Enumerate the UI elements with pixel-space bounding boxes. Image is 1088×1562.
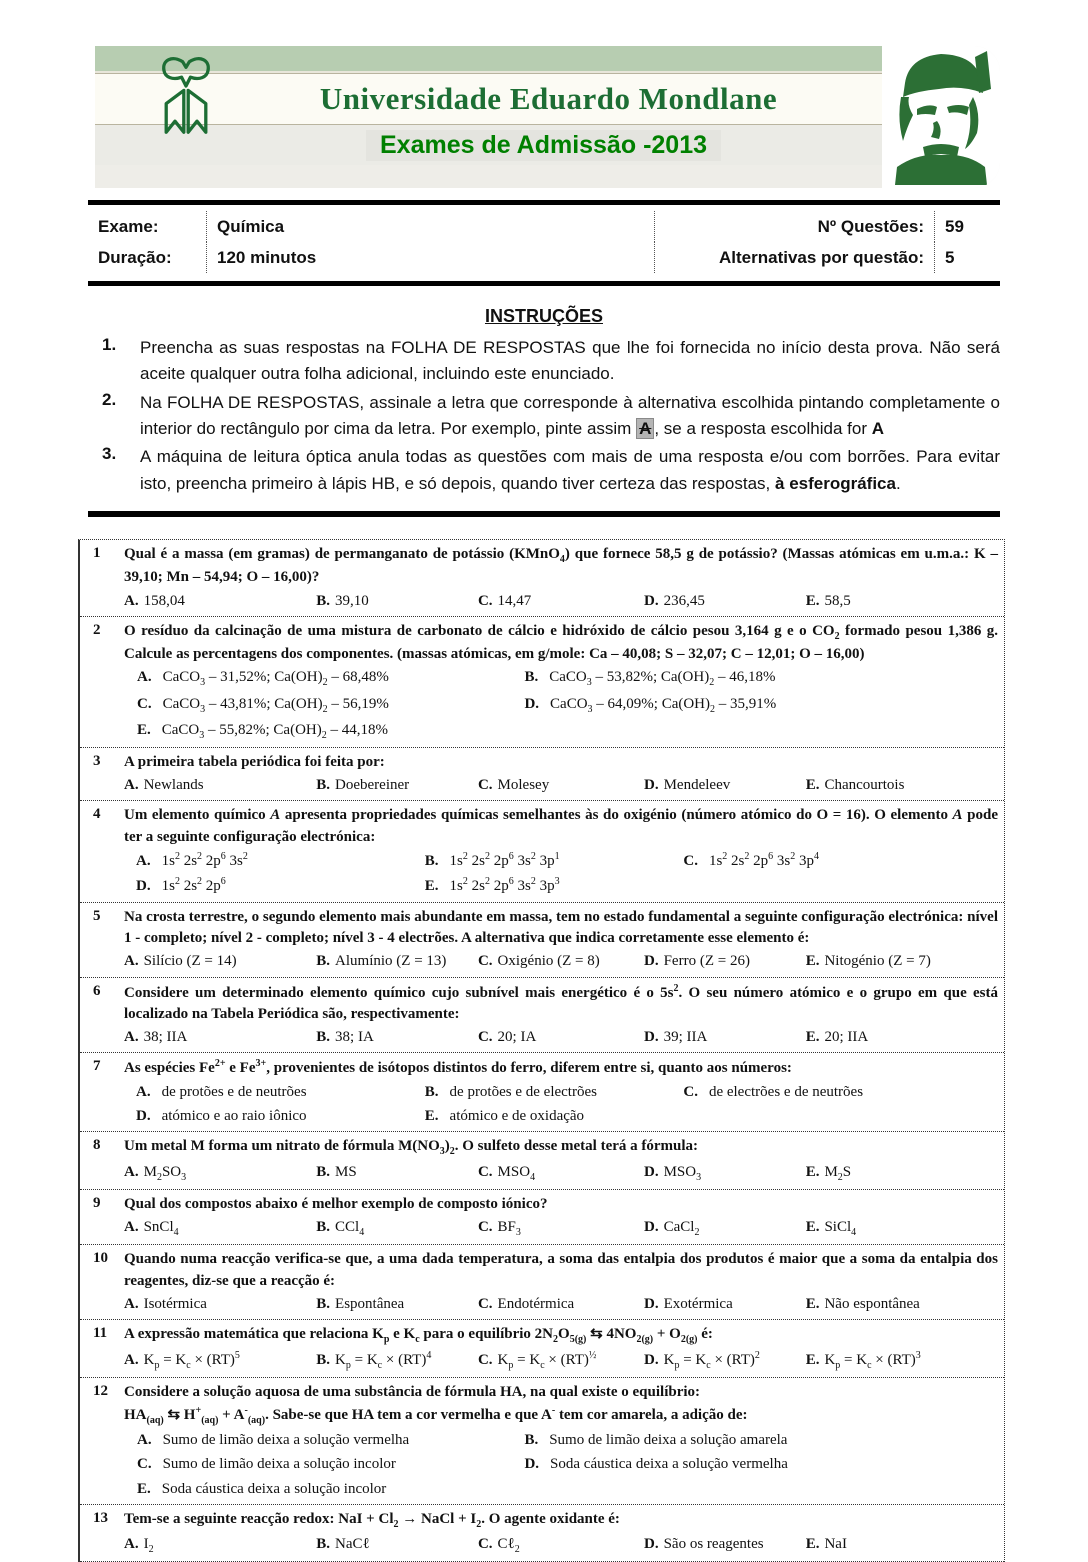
option-text: $MSO_4$ [497, 1163, 536, 1183]
option-text: CaCO$_3$ – 43,81%; $Ca(OH)_2 - 56,19\%$ [162, 695, 389, 715]
question-number: 2 [93, 621, 101, 638]
option-label: D. [644, 1163, 659, 1180]
question-number: 5 [93, 907, 101, 924]
option-label: E. [805, 777, 820, 794]
question-row [80, 1190, 1004, 1245]
option-label: C. [137, 695, 152, 712]
exam-info-table [88, 200, 1000, 286]
option-text: CaCO$_3$ – 64,09%; $Ca(OH)_2 - 35,91\%$ [550, 695, 777, 715]
option-label: E. [805, 1163, 820, 1180]
option-label: E. [424, 1108, 439, 1125]
option-d [524, 1454, 998, 1475]
option-d [644, 1217, 806, 1240]
option-d [524, 694, 998, 717]
option-text: atómico e de oxidação [449, 1108, 585, 1125]
option-text: CCl$_4$ [335, 1219, 365, 1239]
question-options [124, 1294, 998, 1315]
option-e [425, 875, 684, 897]
option-text: 39; IIA [663, 1029, 708, 1046]
question-body [124, 805, 998, 897]
question-text: O resíduo da calcinação de uma mistura de carbonato de cálcio e hidróxido de cálcio pesou 3,164 g e o $CO_2$ formado pesou 1,386 g. Calcule as percentagens dos componentes. (massas atómicas, em g/mole: Ca – 40,08; S – 32,07; C – 12,01; O – 16,00) [124, 622, 999, 663]
question-options [124, 591, 998, 612]
option-label: A. [124, 1352, 139, 1369]
option-a [124, 1294, 316, 1315]
option-b [316, 1217, 478, 1240]
duration-label: Duração: [98, 247, 172, 267]
option-label: A. [124, 1163, 139, 1180]
option-a [124, 951, 316, 972]
option-text: $1s^2$ $2s^2$ $2p^6$ $3s^2$ $3p^1$ [449, 851, 560, 870]
option-d [644, 1534, 806, 1557]
option-label: B. [316, 1295, 331, 1312]
instruction-text: A máquina de leitura óptica anula todas as questões com mais de uma resposta e/ou com borrões. Para evitar isto, preencha primeiro à lápis HB, e só depois, quando tiver certeza das respostas, à esferográfica. [140, 447, 1000, 493]
option-text: Endotérmica [497, 1295, 575, 1312]
option-a [137, 667, 524, 690]
exam-series-title: Exames de Admissão -2013 [366, 130, 721, 161]
question-text: Considere um determinado elemento químico cujo subnível mais energético é o $5s^2$. O seu número atómico e o grupo em que está localizado na Tabela Periódica são, respectivamente: [124, 982, 998, 1022]
option-label: C. [477, 1029, 493, 1046]
num-questions-label: Nº Questões: [654, 211, 934, 242]
option-label: D. [136, 878, 151, 895]
option-label: B. [316, 592, 331, 609]
option-text: Soda cáustica deixa a solução incolor [161, 1480, 387, 1497]
option-label: E. [805, 592, 820, 609]
option-a [124, 1217, 316, 1240]
question-number: 4 [93, 806, 101, 823]
question-row [80, 1505, 1004, 1562]
instructions-section [88, 306, 1000, 497]
question-text: Um metal M forma um nitrato de fórmula $M(NO_3)_2$. O sulfeto desse metal terá a fórmula: [124, 1138, 699, 1158]
question-number: 13 [93, 1509, 108, 1526]
uem-emblem-icon [153, 52, 219, 164]
option-b [316, 1349, 478, 1373]
question-body [124, 907, 998, 973]
option-label: C. [683, 1083, 698, 1100]
option-text: Não espontânea [824, 1295, 920, 1312]
instruction-item [88, 444, 1000, 497]
option-label: E. [424, 878, 439, 895]
option-label: E. [805, 953, 820, 970]
option-e [425, 1106, 684, 1127]
option-text: Sumo de limão deixa a solução vermelha [162, 1431, 410, 1448]
option-e [806, 1534, 998, 1557]
option-text: 38; IIA [143, 1029, 188, 1046]
option-c [683, 850, 998, 872]
option-text: de electrões e de neutrões [708, 1083, 864, 1100]
option-d [136, 1106, 425, 1127]
header-bottom-band [95, 165, 882, 188]
option-text: 14,47 [497, 592, 532, 609]
question-number: 12 [93, 1383, 108, 1400]
option-label: C. [477, 1536, 493, 1553]
option-text: CaCO$_3$ – 55,82%; $Ca(OH)_2 - 44,18\%$ [161, 721, 388, 741]
question-body [124, 752, 998, 797]
option-label: B. [316, 1163, 331, 1180]
option-e [806, 1217, 998, 1240]
option-d [644, 1294, 806, 1315]
option-label: C. [477, 777, 493, 794]
question-row [80, 903, 1004, 978]
option-label: D. [644, 1219, 659, 1236]
question-body [124, 1136, 998, 1184]
option-label: A. [124, 1219, 139, 1236]
option-label: E. [805, 1295, 820, 1312]
option-e [806, 951, 998, 972]
option-d [136, 875, 425, 897]
option-label: A. [124, 592, 139, 609]
option-text: Cℓ$_2$ [497, 1536, 520, 1556]
exam-label: Exame: [98, 216, 159, 236]
option-c [478, 1294, 644, 1315]
option-label: A. [137, 669, 152, 686]
option-label: E. [805, 1029, 820, 1046]
option-text: Isotérmica [143, 1295, 207, 1312]
info-row-exam [88, 211, 1000, 242]
option-a [124, 775, 316, 796]
instructions-title: INSTRUÇÕES [484, 306, 603, 326]
option-label: E. [137, 1480, 151, 1497]
option-label: B. [316, 1352, 331, 1369]
option-label: D. [524, 1456, 540, 1473]
question-body [124, 621, 998, 743]
instruction-text: Na FOLHA DE RESPOSTAS, assinale a letra que corresponde à alternativa escolhida pintando completamente o interior do rectângulo por cima da letra. Por exemplo, pinte assim A , se a resposta escolhida for A [140, 392, 1000, 439]
option-text: Silício (Z = 14) [143, 953, 237, 970]
question-options [124, 1027, 998, 1048]
question-row [80, 1320, 1004, 1378]
option-label: A. [136, 1083, 151, 1100]
option-text: Chancourtois [824, 777, 905, 794]
option-c [478, 775, 644, 796]
option-text: $K_p = K_c \times (RT)^5$ [143, 1350, 240, 1372]
option-label: D. [644, 1029, 659, 1046]
question-options [124, 1217, 998, 1240]
question-text: Na crosta terrestre, o segundo elemento mais abundante em massa, tem no estado fundamental a seguinte configuração electrónica: nível 1 - completo; nível 2 - completo; nível 3 - 4 electrões. A alternativa que indica corretamente esse elemento é: [124, 908, 998, 946]
option-label: D. [644, 1295, 659, 1312]
option-text: $1s^2$ $2s^2$ $2p^6$ $3s^2$ [161, 851, 248, 870]
question-text: A primeira tabela periódica foi feita por: [124, 753, 385, 770]
section-divider [88, 511, 1000, 517]
option-text: $BF_3$ [497, 1219, 521, 1239]
option-b [524, 667, 998, 690]
option-label: A. [137, 1431, 152, 1448]
option-a [124, 1349, 316, 1373]
option-b [425, 1082, 684, 1103]
option-label: C. [137, 1456, 152, 1473]
option-text: MS [335, 1163, 357, 1180]
question-number: 8 [93, 1137, 101, 1154]
option-e [806, 1294, 998, 1315]
option-label: A. [136, 853, 151, 870]
alternatives-label: Alternativas por questão: [654, 242, 934, 273]
option-text: de protões e de electrões [449, 1083, 597, 1100]
question-options [124, 1162, 998, 1185]
question-options [124, 1534, 998, 1557]
option-c [137, 1454, 524, 1475]
option-text: 38; IA [335, 1029, 374, 1046]
option-text: $K_p = K_c \times (RT)^{\frac{1}{2}}$ [497, 1350, 597, 1372]
question-row [80, 1378, 1004, 1504]
question-options [124, 1349, 998, 1373]
option-label: D. [644, 953, 659, 970]
option-text: $MSO_3$ [663, 1163, 702, 1183]
option-text: Ferro (Z = 26) [663, 953, 750, 970]
option-b [316, 1027, 478, 1048]
option-label: A. [124, 777, 139, 794]
question-text: Quando numa reacção verifica-se que, a uma dada temperatura, a soma das entalpia dos produtos é maior que a soma da entalpia dos reagentes, diz-se que a reacção é: [124, 1251, 998, 1289]
option-label: A. [124, 953, 139, 970]
question-body [124, 1324, 998, 1373]
question-body [124, 982, 998, 1049]
option-text: $M_2S$ [824, 1163, 852, 1183]
option-a [124, 1027, 316, 1048]
question-text: Considere a solução aquosa de uma substância de fórmula HA, na qual existe o equilíbrio: $HA_{(aq)}$ ⇆ $H^+_{(aq)} + A^-_{(aq)}$. Sabe-se que HA tem a cor vermelha e que A- tem cor amarela, a adição de: [124, 1384, 748, 1426]
option-text: atómico e ao raio iônico [161, 1108, 307, 1125]
option-d [644, 1027, 806, 1048]
option-d [644, 591, 806, 612]
option-text: $M_2SO_3$ [143, 1163, 187, 1183]
option-label: C. [683, 853, 698, 870]
portrait-icon [887, 49, 995, 185]
option-label: C. [477, 1352, 493, 1369]
option-c [683, 1082, 998, 1103]
option-text: $1s^2$ $2s^2$ $2p^6$ $3s^2$ $3p^4$ [708, 851, 819, 870]
option-text: 236,45 [663, 592, 705, 609]
instruction-item [88, 390, 1000, 443]
instruction-item [88, 335, 1000, 388]
option-e [806, 1162, 998, 1185]
option-label: C. [477, 1163, 493, 1180]
exam-value: Química [206, 211, 654, 242]
option-text: $K_p = K_c \times (RT)^2$ [663, 1350, 760, 1372]
instruction-text: Preencha as suas respostas na FOLHA DE RESPOSTAS que lhe foi fornecida no início desta prova. Não será aceite qualquer outra folha adicional, incluindo este enunciado. [140, 338, 1000, 384]
university-name: Universidade Eduardo Mondlane [319, 81, 778, 116]
duration-value: 120 minutos [206, 242, 654, 273]
option-a [124, 1162, 316, 1185]
mondlane-portrait [882, 46, 1000, 188]
info-row-duration [88, 242, 1000, 273]
question-body [124, 1249, 998, 1315]
option-b [524, 1430, 998, 1451]
option-text: $1s^2$ $2s^2$ $2p^6$ [161, 876, 226, 895]
option-text: Mendeleev [663, 777, 731, 794]
option-label: D. [136, 1108, 151, 1125]
option-text: 20; IIA [824, 1029, 869, 1046]
option-e [806, 1027, 998, 1048]
questions-table [78, 539, 1005, 1562]
option-c [478, 1534, 644, 1557]
option-text: Sumo de limão deixa a solução amarela [549, 1431, 788, 1448]
option-b [316, 951, 478, 972]
option-a [136, 850, 425, 872]
option-text: SiCl$_4$ [824, 1219, 857, 1239]
option-label: B. [524, 669, 539, 686]
option-text: $I_2$ [143, 1536, 154, 1556]
option-c [137, 694, 524, 717]
option-c [478, 1349, 644, 1373]
option-text: CaCO$_3$ – 31,52%; $Ca(OH)_2 - 68,48\%$ [162, 669, 389, 689]
question-text: As espécies $Fe^{2+}$ e $Fe^{3+}$, provenientes de isótopos distintos do ferro, diferem entre si, quanto aos números: [124, 1058, 792, 1077]
option-c [478, 1162, 644, 1185]
option-e [806, 1349, 998, 1373]
option-c [478, 951, 644, 972]
question-body [124, 1057, 998, 1127]
instruction-number: 1. [102, 335, 117, 354]
option-label: E. [805, 1352, 820, 1369]
option-label: C. [477, 592, 493, 609]
option-label: D. [644, 1352, 659, 1369]
option-label: D. [644, 1536, 659, 1553]
option-label: C. [477, 1295, 493, 1312]
option-text: 158,04 [143, 592, 185, 609]
exam-header [95, 46, 1000, 188]
question-options [124, 1082, 998, 1128]
option-text: Exotérmica [663, 1295, 733, 1312]
question-options [124, 667, 998, 743]
option-label: B. [316, 777, 331, 794]
question-number: 10 [93, 1250, 108, 1267]
question-body [124, 1382, 998, 1499]
question-text: Um elemento químico A apresenta propriedades químicas semelhantes às do oxigénio (número atómico do O = 16). O elemento A pode ter a seguinte configuração electrónica: [124, 807, 998, 845]
option-e [137, 720, 524, 743]
question-row [80, 1053, 1004, 1132]
question-text: A expressão matemática que relaciona $K_p$ e $K_c$ para o equilíbrio $2N_2O_{5(g)}$ ⇆ $4NO_{2(g)} + O_{2(g)}$ é: [124, 1326, 713, 1346]
option-text: Newlands [143, 777, 204, 794]
option-b [316, 1294, 478, 1315]
option-d [644, 775, 806, 796]
option-text: $K_p = K_c \times (RT)^3$ [824, 1350, 921, 1372]
option-b [316, 1534, 478, 1557]
option-b [316, 1162, 478, 1185]
option-c [478, 591, 644, 612]
option-label: B. [316, 953, 331, 970]
option-text: 39,10 [335, 592, 369, 609]
option-label: E. [805, 1219, 820, 1236]
option-text: Alumínio (Z = 13) [335, 953, 447, 970]
header-banner-left [95, 46, 882, 188]
option-text: CaCl$_2$ [663, 1219, 700, 1239]
option-label: D. [524, 695, 540, 712]
option-text: Soda cáustica deixa a solução vermelha [550, 1456, 788, 1473]
question-number: 9 [93, 1194, 101, 1211]
option-text: 58,5 [824, 592, 851, 609]
option-text: SnCl$_4$ [143, 1219, 179, 1239]
option-e [137, 1479, 524, 1500]
option-label: D. [644, 592, 659, 609]
option-text: de protões e de neutrões [161, 1083, 307, 1100]
question-number: 6 [93, 982, 101, 999]
option-a [124, 591, 316, 612]
question-body [124, 1509, 998, 1557]
option-label: B. [316, 1536, 331, 1553]
instruction-number: 2. [102, 389, 117, 409]
option-label: A. [124, 1536, 139, 1553]
question-row [80, 978, 1004, 1054]
option-a [124, 1534, 316, 1557]
option-a [137, 1430, 524, 1451]
option-b [425, 850, 684, 872]
option-b [316, 775, 478, 796]
option-text: NaI [824, 1536, 847, 1553]
question-row [80, 1245, 1004, 1320]
question-number: 1 [93, 545, 101, 562]
option-d [644, 1162, 806, 1185]
question-options [124, 850, 998, 898]
option-label: B. [316, 1029, 331, 1046]
option-label: C. [477, 953, 493, 970]
option-text: NaCℓ [335, 1536, 370, 1553]
option-label: A. [124, 1295, 139, 1312]
question-options [124, 951, 998, 972]
option-text: Molesey [497, 777, 550, 794]
question-options [124, 775, 998, 796]
option-text: São os reagentes [663, 1536, 764, 1553]
question-text: Qual dos compostos abaixo é melhor exemplo de composto iónico? [124, 1195, 548, 1212]
question-row [80, 617, 1004, 748]
option-text: Espontânea [335, 1295, 405, 1312]
option-text: Doebereiner [335, 777, 410, 794]
option-label: E. [137, 721, 151, 738]
option-text: Oxigénio (Z = 8) [497, 953, 600, 970]
option-text: Nitogénio (Z = 7) [824, 953, 931, 970]
option-label: B. [524, 1431, 539, 1448]
option-c [478, 1217, 644, 1240]
question-number: 7 [93, 1058, 101, 1075]
option-label: B. [424, 1083, 439, 1100]
option-e [806, 775, 998, 796]
alternatives-value: 5 [934, 242, 1000, 273]
option-a [136, 1082, 425, 1103]
option-e [806, 591, 998, 612]
question-number: 3 [93, 752, 101, 769]
question-number: 11 [93, 1325, 108, 1342]
option-b [316, 591, 478, 612]
option-c [478, 1027, 644, 1048]
question-row [80, 801, 1004, 902]
question-row [80, 1132, 1004, 1189]
question-row [80, 748, 1004, 802]
question-row [80, 540, 1004, 617]
option-label: B. [316, 1219, 331, 1236]
question-body [124, 544, 998, 612]
option-d [644, 951, 806, 972]
option-d [644, 1349, 806, 1373]
question-options [124, 1430, 998, 1500]
option-text: CaCO$_3$ – 53,82%; $Ca(OH)_2 - 46,18\%$ [549, 669, 776, 689]
question-text: Qual é a massa (em gramas) de permanganato de potássio (KMnO$_4$) que fornece 58,5 g de potássio? (Massas atómicas em u.m.a.: K – 39,10; Mn – 54,94; O – 16,00)? [124, 546, 998, 586]
option-label: B. [424, 853, 439, 870]
option-label: C. [477, 1219, 493, 1236]
option-label: D. [644, 777, 659, 794]
option-text: 20; IA [497, 1029, 537, 1046]
option-label: A. [124, 1029, 139, 1046]
question-body [124, 1194, 998, 1240]
question-text: Tem-se a seguinte reacção redox: NaI + $Cl_2$ → NaCl + $I_2$. O agente oxidante é: [124, 1510, 620, 1530]
instruction-number: 3. [102, 444, 117, 464]
option-text: $1s^2$ $2s^2$ $2p^6$ $3s^2$ $3p^3$ [449, 876, 560, 895]
num-questions-value: 59 [934, 211, 1000, 242]
option-text: Sumo de limão deixa a solução incolor [162, 1456, 396, 1473]
option-label: E. [805, 1536, 820, 1553]
option-text: $K_p = K_c \times (RT)^4$ [335, 1350, 432, 1372]
